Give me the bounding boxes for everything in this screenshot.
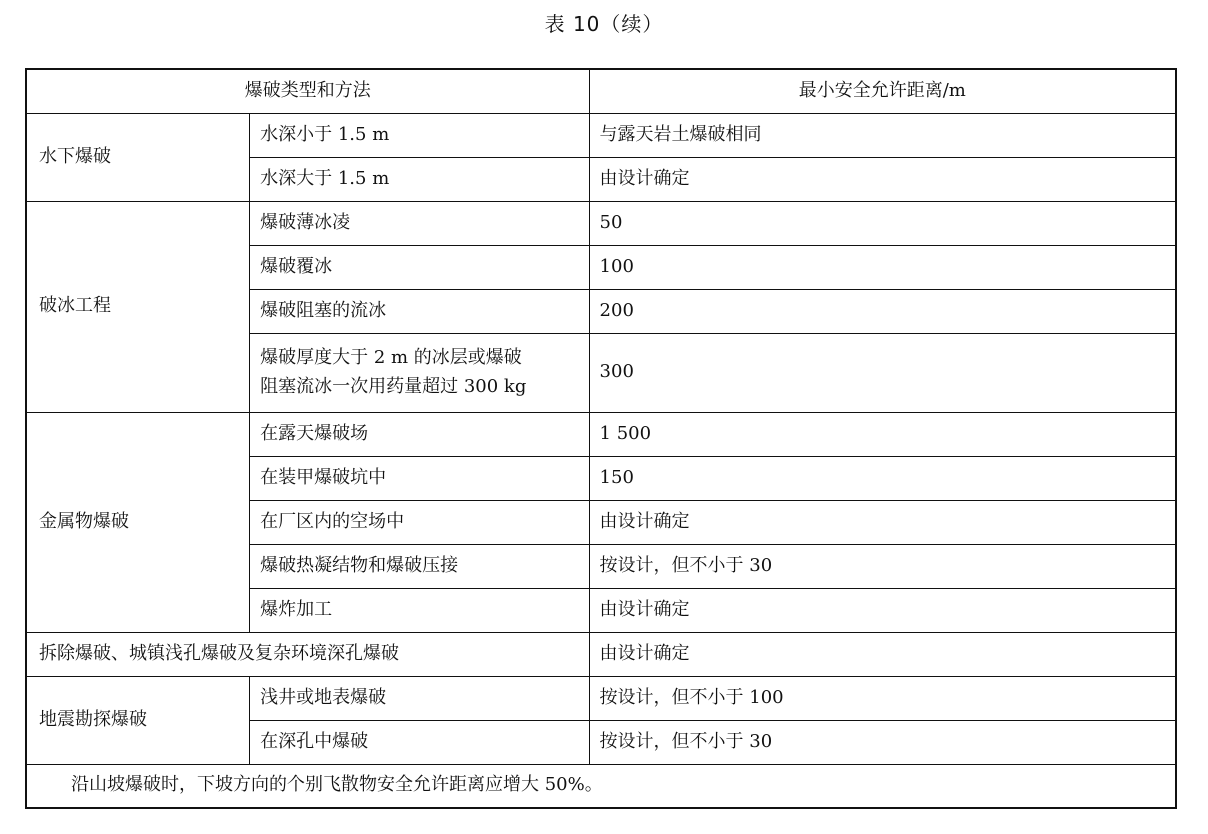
distance-cell: 50 xyxy=(589,201,1176,245)
distance-cell: 150 xyxy=(589,456,1176,500)
distance-cell: 200 xyxy=(589,289,1176,333)
method-cell: 爆破热凝结物和爆破压接 xyxy=(250,544,589,588)
table-row xyxy=(26,632,1176,676)
distance-cell: 按设计，但不小于 100 xyxy=(589,676,1176,720)
table-header-row xyxy=(26,69,1176,113)
method-cell: 爆破覆冰 xyxy=(250,245,589,289)
method-cell: 在深孔中爆破 xyxy=(250,720,589,764)
category-cell: 破冰工程 xyxy=(26,201,250,412)
category-cell: 地震勘探爆破 xyxy=(26,676,250,764)
distance-cell: 由设计确定 xyxy=(589,157,1176,201)
method-cell: 在露天爆破场 xyxy=(250,412,589,456)
method-cell: 水深大于 1.5 m xyxy=(250,157,589,201)
distance-cell: 1 500 xyxy=(589,412,1176,456)
distance-cell: 按设计，但不小于 30 xyxy=(589,720,1176,764)
table-note: 沿山坡爆破时，下坡方向的个别飞散物安全允许距离应增大 50%。 xyxy=(26,764,1176,808)
distance-cell: 由设计确定 xyxy=(589,632,1176,676)
distance-cell: 300 xyxy=(589,333,1176,412)
method-cell: 在厂区内的空场中 xyxy=(250,500,589,544)
category-cell: 拆除爆破、城镇浅孔爆破及复杂环境深孔爆破 xyxy=(26,632,589,676)
method-line-2: 阻塞流冰一次用药量超过 300 kg xyxy=(260,375,527,397)
method-cell: 在装甲爆破坑中 xyxy=(250,456,589,500)
distance-cell: 由设计确定 xyxy=(589,500,1176,544)
header-type-method: 爆破类型和方法 xyxy=(26,69,589,113)
table-row xyxy=(26,412,1176,456)
method-cell: 爆破薄冰凌 xyxy=(250,201,589,245)
method-cell: 爆炸加工 xyxy=(250,588,589,632)
table-title: 表 10（续） xyxy=(544,12,664,36)
distance-cell: 由设计确定 xyxy=(589,588,1176,632)
table-note-row xyxy=(26,764,1176,808)
table-row xyxy=(26,676,1176,720)
header-min-distance: 最小安全允许距离/m xyxy=(589,69,1176,113)
table-row xyxy=(26,113,1176,157)
distance-cell: 与露天岩土爆破相同 xyxy=(589,113,1176,157)
blasting-safety-distance-table xyxy=(25,68,1177,809)
method-cell: 爆破阻塞的流冰 xyxy=(250,289,589,333)
category-cell: 金属物爆破 xyxy=(26,412,250,632)
table-row xyxy=(26,201,1176,245)
method-cell: 浅井或地表爆破 xyxy=(250,676,589,720)
distance-cell: 100 xyxy=(589,245,1176,289)
distance-cell: 按设计，但不小于 30 xyxy=(589,544,1176,588)
method-cell xyxy=(250,333,589,412)
method-line-1: 爆破厚度大于 2 m 的冰层或爆破 xyxy=(260,346,522,368)
category-cell: 水下爆破 xyxy=(26,113,250,201)
method-cell: 水深小于 1.5 m xyxy=(250,113,589,157)
